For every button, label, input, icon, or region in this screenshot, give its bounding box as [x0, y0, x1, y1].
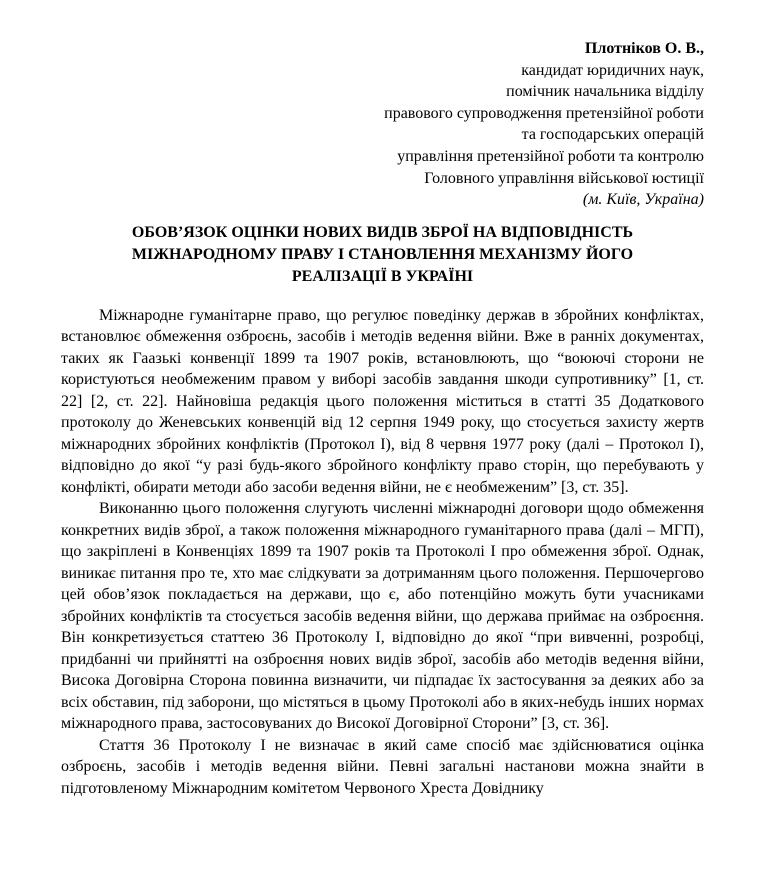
body-paragraph: Стаття 36 Протоколу І не визначає в який саме спосіб має здійснюватися оцінка озброєнь, засобів і методів ведення війни. Певні загальні настанови можна знайти в підготовленому Міжнародним комітетом Червоного Хреста Довіднику [61, 736, 704, 797]
article-title [61, 222, 704, 288]
author-affiliation-line: управління претензійної роботи та контролю [397, 147, 704, 165]
article-body [61, 305, 704, 800]
body-paragraph: Міжнародне гуманітарне право, що регулює поведінку держав в збройних конфліктах, встановлює обмеження озброєнь, засобів і методів ведення війни. Вже в ранніх документах, таких як Гаазькі конвенції 1899 та 1907 років, встановлюють, що “воюючі сторони не користуються необмеженим правом у виборі засобів завдання шкоди супротивнику” [1, ст. 22] [2, ст. 22]. Найновіша редакція цього положення міститься в статті 35 Додаткового протоколу до Женевських конвенцій від 12 серпня 1949 року, що стосується захисту жертв міжнародних збройних конфліктів (Протокол I), від 8 червня 1977 року (далі – Протокол I), відповідно до якої “у разі будь-якого збройного конфлікту право сторін, що перебувають у конфлікті, обирати методи або засоби ведення війни, не є необмеженим” [3, ст. 35]. [61, 306, 704, 496]
author-affiliation-line: правового супроводження претензійної роботи [384, 104, 704, 122]
body-paragraph: Виконанню цього положення слугують численні міжнародні договори щодо обмеження конкретних видів зброї, а також положення міжнародного гуманітарного права (далі – МГП), що закріплені в Конвенціях 1899 та 1907 років та Протоколі І про обмеження зброї. Однак, виникає питання про те, хто має слідкувати за дотриманням цього положення. Першочергово цей обов’язок покладається на держави, що є, або потенційно можуть бути учасниками збройних конфліктів та стосується засобів ведення війни, що держава приймає на озброєння. Він конкретизується статтею 36 Протоколу І, відповідно до якої “при вивченні, розробці, придбанні чи прийнятті на озброєння нових видів зброї, засобів або методів ведення війни, Висока Договірна Сторона повинна визначити, чи підпадає їх застосування за деяких або за всіх обставин, під заборони, що містяться в цьому Протоколі або в яких-небудь інших нормах міжнародного права, застосовуваних до Високої Договірної Сторони” [3, ст. 36]. [61, 500, 704, 733]
author-block [61, 38, 704, 211]
document-page [61, 38, 704, 799]
author-affiliation-line: помічник начальника відділу [506, 83, 704, 101]
article-title-line: РЕАЛІЗАЦІЇ В УКРАЇНІ [291, 267, 474, 285]
author-affiliation-line: кандидат юридичних наук, [521, 61, 704, 79]
article-title-line: ОБОВ’ЯЗОК ОЦІНКИ НОВИХ ВИДІВ ЗБРОЇ НА ВІДПОВІДНІСТЬ [131, 223, 634, 241]
article-title-line: МІЖНАРОДНОМУ ПРАВУ І СТАНОВЛЕННЯ МЕХАНІЗМУ ЙОГО [131, 245, 634, 263]
author-affiliation-line: Головного управління військової юстиції [424, 169, 704, 187]
author-place: (м. Київ, Україна) [582, 191, 704, 209]
author-name: Плотніков О. В., [584, 40, 704, 57]
author-affiliation-line: та господарських операцій [521, 126, 704, 144]
